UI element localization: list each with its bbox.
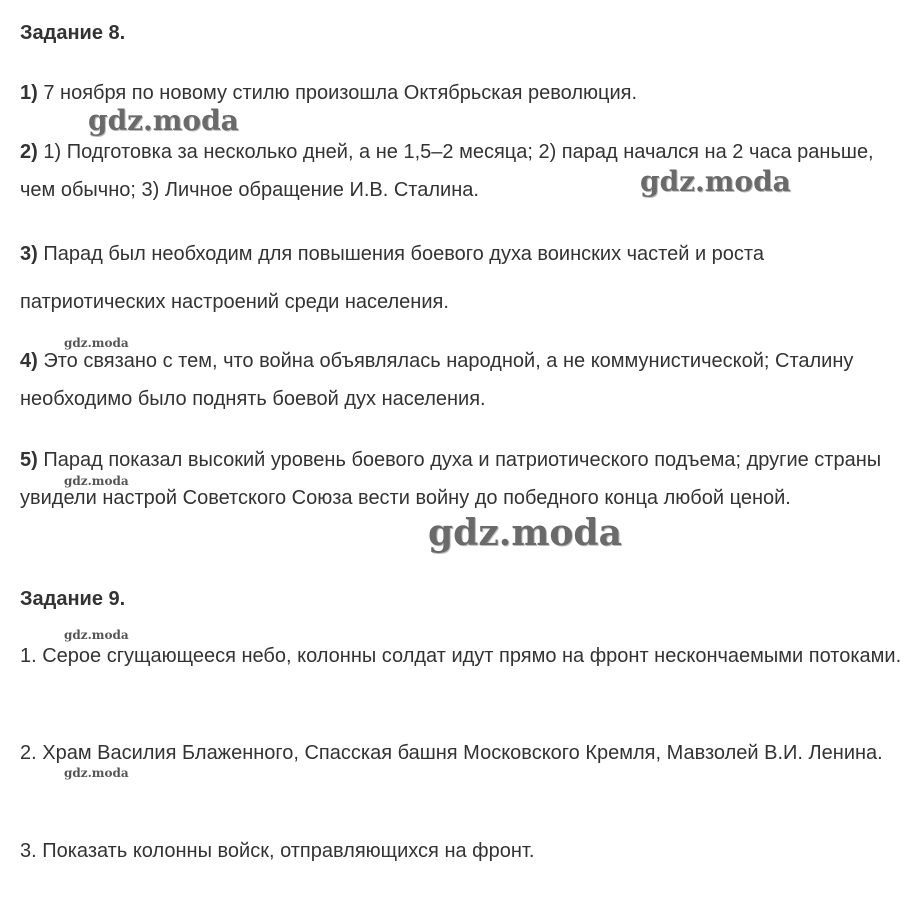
task9-answer-1: 1. Серое сгущающееся небо, колонны солдат идут прямо на фронт нескончаемыми потоками. [20,645,902,667]
watermark: gdz.moda [428,512,622,554]
task8-answer-1-number: 1) [20,82,38,104]
watermark: gdz.moda [64,474,129,488]
watermark: gdz.moda [64,336,129,350]
task9-answer-3: 3. Показать колонны войск, отправляющихся на фронт. [20,840,535,862]
task8-answer-1-text: 7 ноября по новому стилю произошла Октябрьская революция. [37,82,638,104]
task8-answer-2-number: 2) [20,141,38,163]
watermark: gdz.moda [88,104,239,137]
task8-answer-3-text: Парад был необходим для повышения боевого духа воинских частей и роста патриотических настроений среди населения. [20,243,764,313]
task8-answer-3-number: 3) [20,243,38,265]
watermark: gdz.moda [640,165,791,198]
task9-heading: Задание 9. [20,588,126,610]
task8-answer-4-number: 4) [20,350,38,372]
task8-answer-5 [20,441,910,517]
task9-answer-2: 2. Храм Василия Блаженного, Спасская башня Московского Кремля, Мавзолей В.И. Ленина. [20,742,883,764]
task8-answer-5-text: Парад показал высокий уровень боевого духа и патриотического подъема; другие страны увидели настрой Советского Союза вести войну до победного конца любой ценой. [20,449,882,509]
watermark: gdz.moda [64,766,129,780]
task8-answer-2-text: 1) Подготовка за несколько дней, а не 1,5–2 месяца; 2) парад начался на 2 часа раньше, чем обычно; 3) Личное обращение И.В. Сталина. [20,141,874,201]
task8-answer-3 [20,230,910,326]
watermark: gdz.moda [64,628,129,642]
task8-heading: Задание 8. [20,22,126,44]
task8-answer-4-text: Это связано с тем, что война объявлялась народной, а не коммунистической; Сталину необходимо было поднять боевой дух населения. [20,350,854,410]
task8-answer-4 [20,342,910,418]
task8-answer-5-number: 5) [20,449,38,471]
